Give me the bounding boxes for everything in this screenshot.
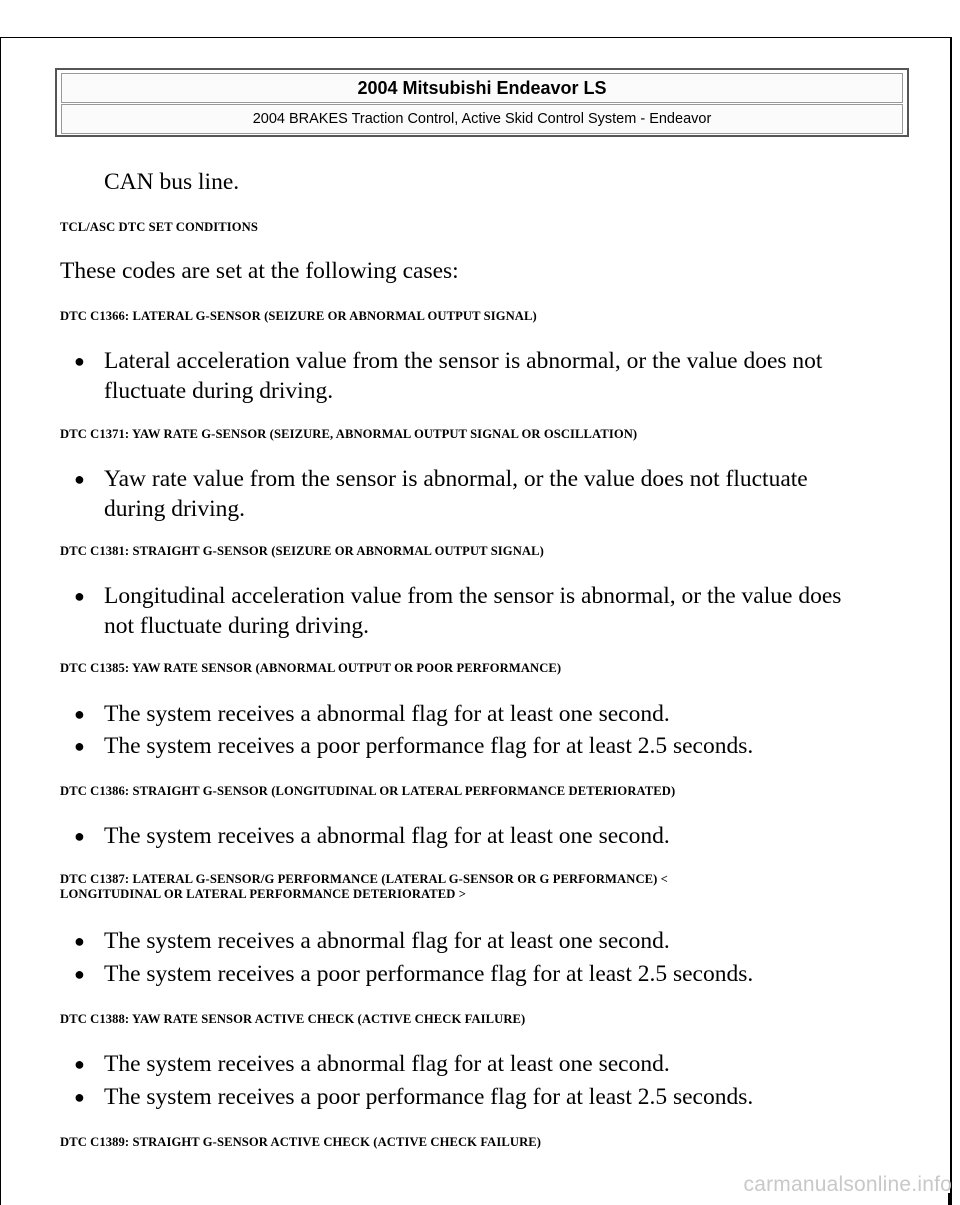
list-item: ● The system receives a abnormal flag for at least one second. [74, 1051, 670, 1077]
list-item: ● The system receives a poor performance flag for at least 2.5 seconds. [74, 733, 754, 759]
list-item: ● The system receives a abnormal flag for at least one second. [74, 701, 670, 727]
list-item: ● The system receives a abnormal flag for at least one second. [74, 928, 670, 954]
dtc-heading: DTC C1387: LATERAL G-SENSOR/G PERFORMANCE (LATERAL G-SENSOR OR G PERFORMANCE) < [60, 872, 668, 886]
list-item: ● The system receives a poor performance flag for at least 2.5 seconds. [74, 1084, 754, 1110]
list-item: ● The system receives a abnormal flag for at least one second. [74, 823, 670, 849]
continued-text: CAN bus line. [104, 169, 240, 195]
bullet-icon: ● [74, 964, 85, 984]
list-item: ● Longitudinal acceleration value from the sensor is abnormal, or the value does not fluctuate during driving. [74, 583, 842, 639]
bullet-icon: ● [74, 931, 85, 951]
bullet-icon: ● [74, 1087, 85, 1107]
header-subtitle: 2004 BRAKES Traction Control, Active Skid Control System - Endeavor [61, 104, 903, 134]
dtc-heading: DTC C1388: YAW RATE SENSOR ACTIVE CHECK (ACTIVE CHECK FAILURE) [60, 1012, 526, 1026]
document-header [55, 68, 909, 137]
dtc-heading: DTC C1381: STRAIGHT G-SENSOR (SEIZURE OR ABNORMAL OUTPUT SIGNAL) [60, 544, 544, 558]
dtc-heading: DTC C1385: YAW RATE SENSOR (ABNORMAL OUTPUT OR POOR PERFORMANCE) [60, 661, 562, 675]
intro-text: These codes are set at the following cases: [60, 258, 459, 284]
bullet-icon: ● [74, 586, 85, 606]
bullet-icon: ● [74, 351, 85, 371]
dtc-heading: DTC C1366: LATERAL G-SENSOR (SEIZURE OR ABNORMAL OUTPUT SIGNAL) [60, 309, 537, 323]
bullet-icon: ● [74, 736, 85, 756]
list-item: ● Lateral acceleration value from the sensor is abnormal, or the value does not fluctuate during driving. [74, 348, 823, 404]
watermark: carmanualsonline.info [743, 1173, 952, 1196]
bullet-icon: ● [74, 826, 85, 846]
dtc-heading-continued: LONGITUDINAL OR LATERAL PERFORMANCE DETERIORATED > [60, 887, 467, 901]
dtc-heading: DTC C1371: YAW RATE G-SENSOR (SEIZURE, ABNORMAL OUTPUT SIGNAL OR OSCILLATION) [60, 427, 638, 441]
list-item: ● The system receives a poor performance flag for at least 2.5 seconds. [74, 961, 754, 987]
bullet-icon: ● [74, 469, 85, 489]
header-title: 2004 Mitsubishi Endeavor LS [61, 73, 903, 103]
list-item: ● Yaw rate value from the sensor is abnormal, or the value does not fluctuate during driving. [74, 466, 808, 522]
dtc-heading: DTC C1389: STRAIGHT G-SENSOR ACTIVE CHECK (ACTIVE CHECK FAILURE) [60, 1135, 542, 1149]
bullet-icon: ● [74, 1054, 85, 1074]
section-heading: TCL/ASC DTC SET CONDITIONS [60, 220, 258, 234]
bullet-icon: ● [74, 704, 85, 724]
dtc-heading: DTC C1386: STRAIGHT G-SENSOR (LONGITUDINAL OR LATERAL PERFORMANCE DETERIORATED) [60, 784, 676, 798]
